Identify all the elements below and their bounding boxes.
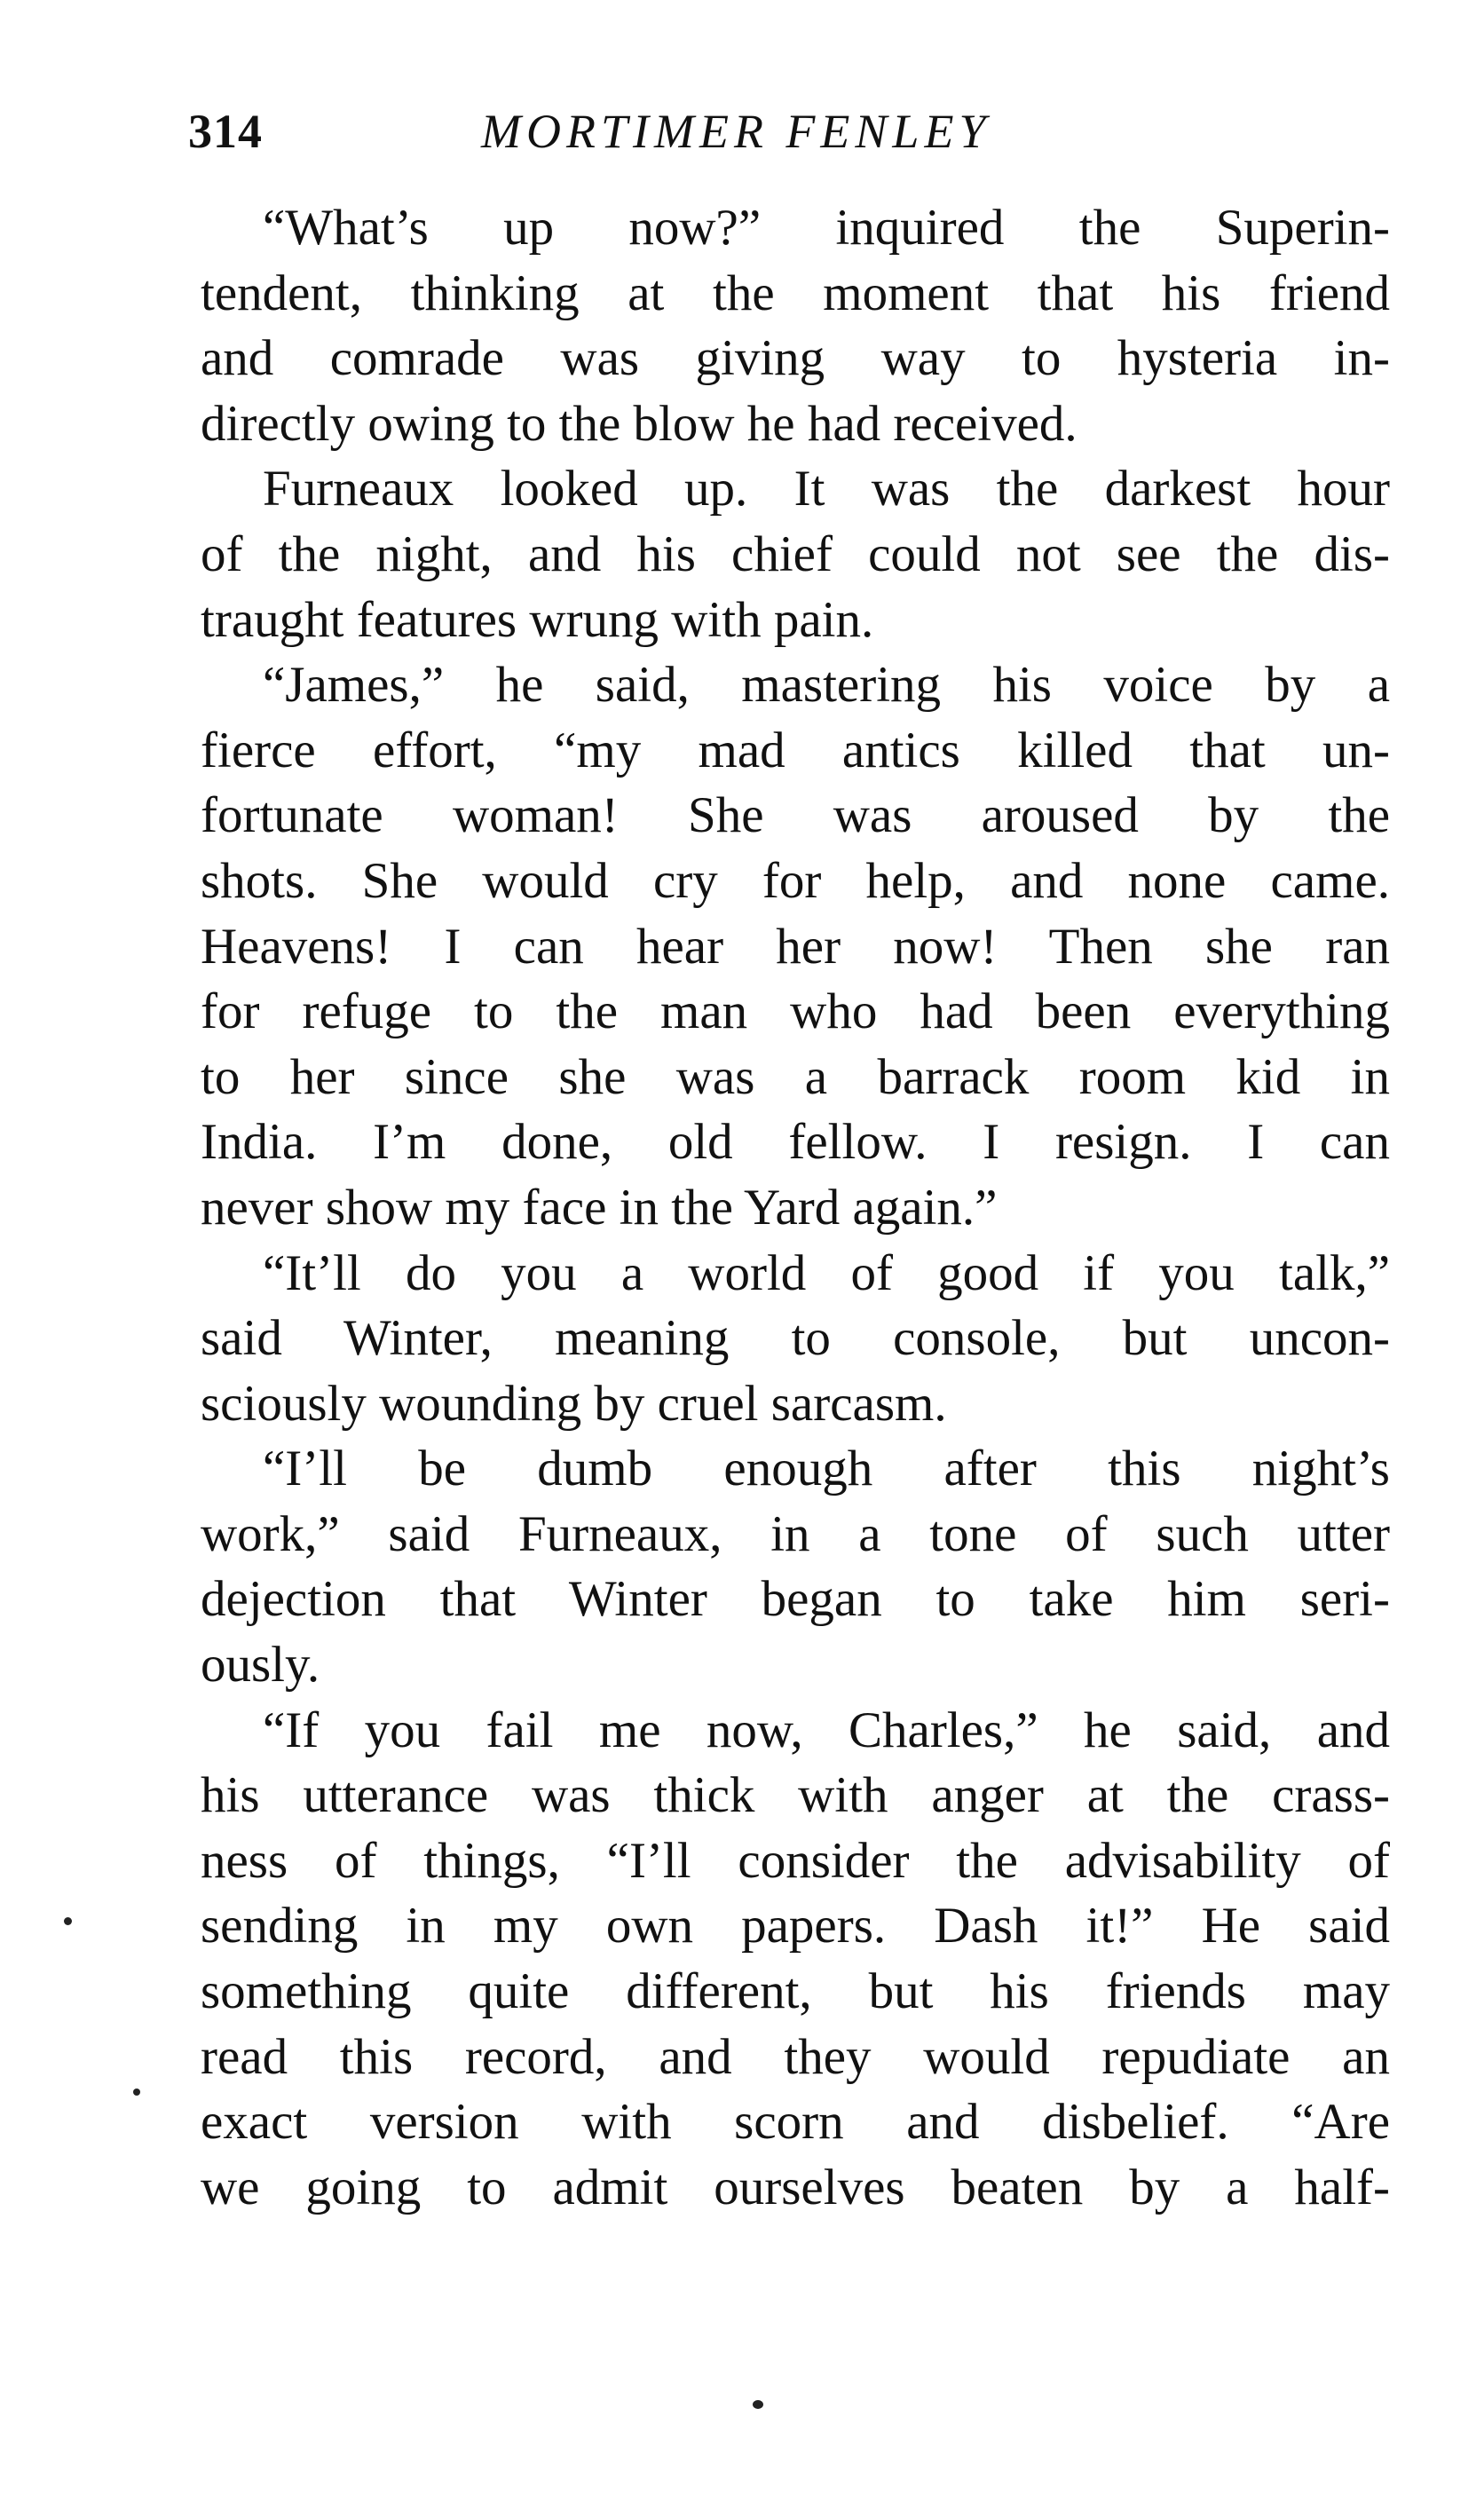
text-line: to her since she was a barrack room kid in [201, 1048, 1390, 1105]
text-line: his utterance was thick with anger at the crass- [201, 1767, 1390, 1824]
text-line: ness of things, “I’ll consider the advisability of [201, 1832, 1390, 1889]
print-speck [133, 2089, 140, 2096]
text-line: we going to admit ourselves beaten by a half- [201, 2159, 1390, 2215]
text-line: something quite different, but his friends may [201, 1963, 1390, 2020]
text-line: ously. [201, 1637, 320, 1694]
text-line: Heavens! I can hear her now! Then she ran [201, 918, 1390, 975]
body-text [201, 195, 1390, 2220]
running-head [188, 96, 1395, 167]
text-line: Furneaux looked up. It was the darkest hour [263, 461, 1390, 517]
text-line: “I’ll be dumb enough after this night’s [263, 1441, 1390, 1497]
text-line: tendent, thinking at the moment that his friend [201, 265, 1390, 321]
print-speck [753, 2400, 763, 2409]
print-speck [64, 1917, 72, 1925]
text-line: read this record, and they would repudiate an [201, 2028, 1390, 2085]
text-line: and comrade was giving way to hysteria in- [201, 330, 1390, 387]
text-line: fierce effort, “my mad antics killed that un- [201, 722, 1390, 778]
text-line: of the night, and his chief could not see the dis- [201, 525, 1390, 582]
text-line: exact version with scorn and disbelief. “Are [201, 2094, 1390, 2151]
text-line: “If you fail me now, Charles,” he said, and [263, 1702, 1390, 1758]
text-line: “What’s up now?” inquired the Superin- [263, 200, 1390, 256]
page-number: 314 [188, 105, 263, 158]
text-line: for refuge to the man who had been everything [201, 983, 1390, 1040]
text-line: said Winter, meaning to console, but uncon- [201, 1310, 1390, 1367]
text-line: shots. She would cry for help, and none came. [201, 852, 1390, 909]
text-line: sciously wounding by cruel sarcasm. [201, 1375, 947, 1432]
text-line: fortunate woman! She was aroused by the [201, 787, 1390, 844]
running-title: MORTIMER FENLEY [481, 105, 991, 158]
text-line: dejection that Winter began to take him seri- [201, 1571, 1390, 1628]
text-line: India. I’m done, old fellow. I resign. I can [201, 1114, 1390, 1171]
text-line: traught features wrung with pain. [201, 591, 874, 648]
text-line: never show my face in the Yard again.” [201, 1179, 998, 1236]
text-line: work,” said Furneaux, in a tone of such utter [201, 1505, 1390, 1562]
text-line: directly owing to the blow he had received. [201, 395, 1077, 452]
text-line: “It’ll do you a world of good if you talk,” [263, 1244, 1390, 1301]
text-line: sending in my own papers. Dash it!” He said [201, 1898, 1390, 1954]
text-line: “James,” he said, mastering his voice by a [263, 657, 1390, 714]
